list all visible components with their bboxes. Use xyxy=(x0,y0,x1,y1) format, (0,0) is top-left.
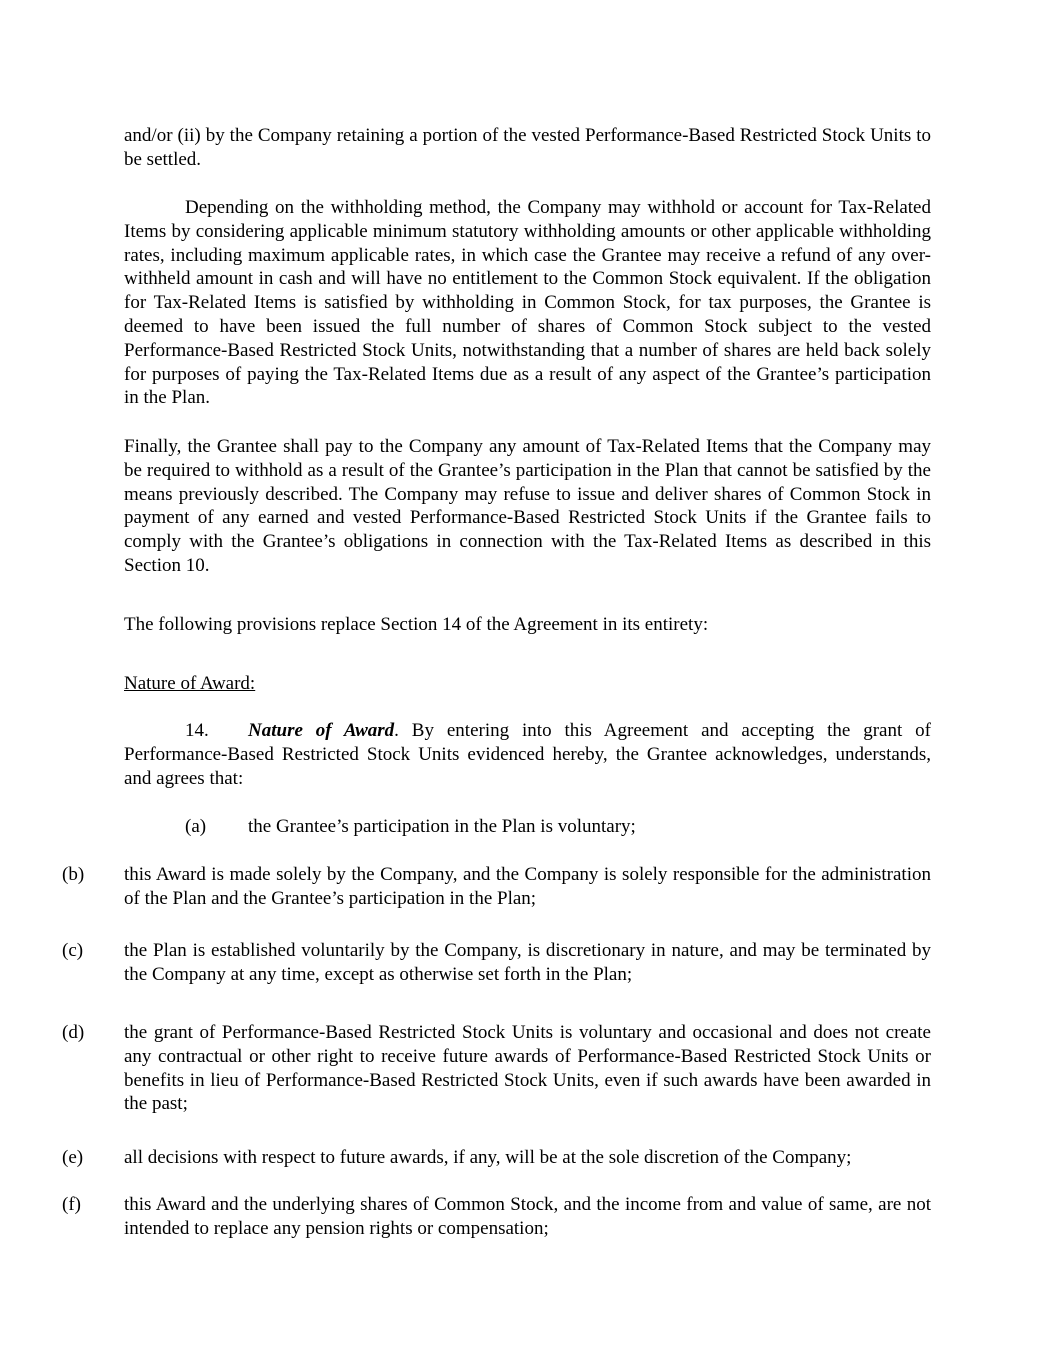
list-item-text: the Plan is established voluntarily by the Company, is discretionary in nature, and may be terminated by the Company at any time, except as otherwise set forth in the Plan; xyxy=(124,940,931,985)
list-item-label: (d) xyxy=(62,1022,85,1043)
list-item-label: (b) xyxy=(62,864,85,885)
section-title-punct: . xyxy=(394,720,399,741)
list-item-label: (e) xyxy=(62,1147,84,1168)
paragraph-continuation: and/or (ii) by the Company retaining a portion of the vested Performance-Based Restricted Stock Units to be settled. xyxy=(124,125,931,170)
section-text: By entering into this Agreement and accepting the grant of Performance-Based Restricted Stock Units evidenced hereby, the Grantee acknowledges, understands, and agrees that: xyxy=(124,720,931,789)
list-item-text: this Award is made solely by the Company, and the Company is solely responsible for the administration of the Plan and the Grantee’s participation in the Plan; xyxy=(124,864,931,909)
list-item-d xyxy=(62,1021,931,1116)
list-item-text: this Award and the underlying shares of Common Stock, and the income from and value of same, are not intended to replace any pension rights or compensation; xyxy=(124,1194,931,1239)
list-item-text: all decisions with respect to future awards, if any, will be at the sole discretion of the Company; xyxy=(124,1147,852,1168)
paragraph-withholding-method: Depending on the withholding method, the Company may withhold or account for Tax-Related Items by considering applicable minimum statutory withholding amounts or other applicable withholding rates, including maximum applicable rates, in which case the Grantee may receive a refund of any over-withheld amount in cash and will have no entitlement to the Common Stock equivalent. If the obligation for Tax-Related Items is satisfied by withholding in Common Stock, for tax purposes, the Grantee is deemed to have been issued the full number of shares of Common Stock subject to the vested Performance-Based Restricted Stock Units, notwithstanding that a number of shares are held back solely for purposes of paying the Tax-Related Items due as a result of any aspect of the Grantee’s participation in the Plan. xyxy=(124,197,931,409)
section-number: 14. xyxy=(185,720,209,741)
list-item-label: (c) xyxy=(62,940,84,961)
section-title: Nature of Award xyxy=(248,720,395,741)
list-item-e xyxy=(62,1146,931,1170)
list-item-c xyxy=(62,939,931,987)
paragraph-grantee-payment: Finally, the Grantee shall pay to the Company any amount of Tax-Related Items that the Company may be required to withhold as a result of the Grantee’s participation in the Plan that cannot be satisfied by the means previously described. The Company may refuse to issue and deliver shares of Common Stock in payment of any earned and vested Performance-Based Restricted Stock Units if the Grantee fails to comply with the Grantee’s obligations in connection with the Tax-Related Items as described in this Section 10. xyxy=(124,436,931,576)
list-item-b xyxy=(62,863,931,911)
section-heading: Nature of Award: xyxy=(124,673,256,694)
list-item-text: the grant of Performance-Based Restricted Stock Units is voluntary and occasional and does not create any contractual or other right to receive future awards of Performance-Based Restricted Stock Units or benefits in lieu of Performance-Based Restricted Stock Units, even if such awards have been awarded in the past; xyxy=(124,1022,931,1115)
section-14-paragraph xyxy=(124,719,931,790)
paragraph-replacement-note: The following provisions replace Section 14 of the Agreement in its entirety: xyxy=(124,614,709,635)
list-item-f xyxy=(62,1193,931,1241)
list-item-label: (f) xyxy=(62,1194,81,1215)
list-item-text: the Grantee’s participation in the Plan is voluntary; xyxy=(248,816,636,837)
list-item-label: (a) xyxy=(185,816,207,837)
